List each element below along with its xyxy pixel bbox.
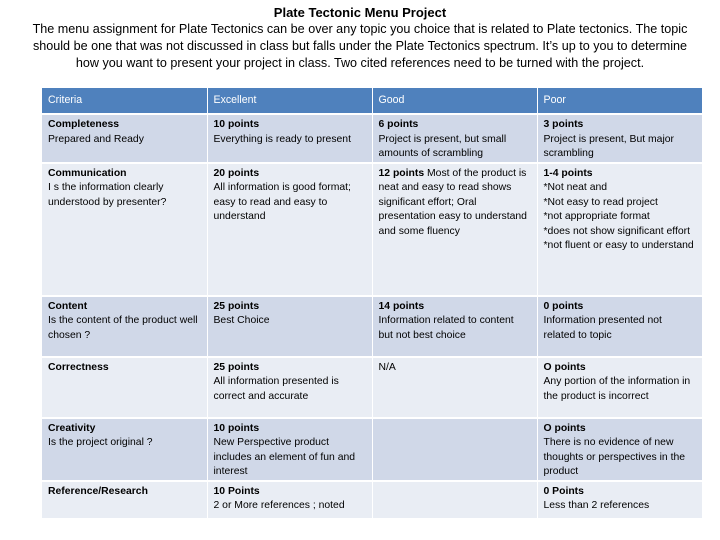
criteria-cell xyxy=(42,357,207,418)
good-cell xyxy=(372,114,537,163)
poor-cell xyxy=(537,163,702,296)
description: Information related to content but not best choice xyxy=(378,315,514,341)
header-good: Good xyxy=(372,88,537,114)
description: Project is present, but small amounts of scrambling xyxy=(378,133,507,159)
good-cell xyxy=(372,481,537,518)
description: New Perspective product includes an element of fun and interest xyxy=(213,437,356,477)
points: 1-4 points xyxy=(543,167,593,179)
points: 0 points xyxy=(543,300,584,312)
points: 10 points xyxy=(213,119,260,130)
description: 2 or More references ; noted xyxy=(213,500,345,511)
poor-cell xyxy=(537,114,702,163)
criteria-name: Communication xyxy=(48,167,127,179)
criteria-cell xyxy=(42,114,207,163)
points: 6 points xyxy=(378,119,419,130)
poor-cell xyxy=(537,418,702,481)
good-cell xyxy=(372,418,537,481)
poor-item: *not fluent or easy to understand xyxy=(543,240,694,251)
description: N/A xyxy=(378,361,396,373)
description: Less than 2 references xyxy=(543,500,650,511)
document-intro: The menu assignment for Plate Tectonics can be over any topic you choice that is related to Plate tectonics. The topic should be one that was not discussed in class but falls under the Plate Tectonics spectrum. It’s up to you to determine how you want to present your project in class. Two cited references need to be turned with the project. xyxy=(32,22,688,70)
good-cell xyxy=(372,296,537,357)
points: O points xyxy=(543,361,586,373)
good-cell xyxy=(372,357,537,418)
criteria-desc: Is the project original ? xyxy=(48,437,153,448)
points: 10 points xyxy=(213,422,260,434)
points: 25 points xyxy=(213,361,260,373)
poor-cell xyxy=(537,296,702,357)
points: 12 points xyxy=(378,167,425,179)
criteria-cell xyxy=(42,163,207,296)
poor-cell xyxy=(537,481,702,518)
description: All information presented is correct and accurate xyxy=(213,376,339,402)
excellent-cell xyxy=(207,296,372,357)
points: 25 points xyxy=(213,300,260,312)
criteria-name: Correctness xyxy=(48,361,109,373)
description: Everything is ready to present xyxy=(213,133,351,145)
poor-item: *Not neat and xyxy=(543,182,608,193)
document-header xyxy=(0,0,720,72)
description: Best Choice xyxy=(213,315,270,326)
description: Most of the product is neat and easy to read shows significant effort; Oral presentation easy to understand and some fluency xyxy=(378,167,527,237)
header-criteria: Criteria xyxy=(42,88,207,114)
poor-item: *Not easy to read project xyxy=(543,196,658,208)
header-poor: Poor xyxy=(537,88,702,114)
excellent-cell xyxy=(207,357,372,418)
description: All information is good format; easy to read and easy to understand xyxy=(213,182,351,222)
document-title: Plate Tectonic Menu Project xyxy=(273,5,447,20)
table-row xyxy=(42,357,702,418)
points: 0 Points xyxy=(543,485,584,497)
criteria-desc: Prepared and Ready xyxy=(48,133,144,145)
points: O points xyxy=(543,422,586,434)
excellent-cell xyxy=(207,163,372,296)
criteria-name: Completeness xyxy=(48,119,120,130)
excellent-cell xyxy=(207,114,372,163)
criteria-name: Reference/Research xyxy=(48,485,148,497)
criteria-name: Creativity xyxy=(48,422,96,434)
table-header-row xyxy=(42,88,702,114)
excellent-cell xyxy=(207,418,372,481)
table-row xyxy=(42,418,702,481)
rubric-table xyxy=(42,88,703,518)
criteria-name: Content xyxy=(48,300,88,312)
criteria-cell xyxy=(42,418,207,481)
good-cell xyxy=(372,163,537,296)
excellent-cell xyxy=(207,481,372,518)
points: 20 points xyxy=(213,167,260,179)
points: 3 points xyxy=(543,119,584,130)
table-row xyxy=(42,296,702,357)
criteria-cell xyxy=(42,481,207,518)
criteria-cell xyxy=(42,296,207,357)
poor-item: *not appropriate format xyxy=(543,211,650,222)
points: 10 Points xyxy=(213,485,260,497)
description: Project is present, But major scrambling xyxy=(543,133,675,159)
poor-item: *does not show significant effort xyxy=(543,225,691,237)
header-excellent: Excellent xyxy=(207,88,372,114)
description: There is no evidence of new thoughts or perspectives in the product xyxy=(543,437,686,477)
table-row xyxy=(42,114,702,163)
points: 14 points xyxy=(378,300,425,312)
description: Information presented not related to topic xyxy=(543,315,662,341)
table-row xyxy=(42,481,702,518)
poor-cell xyxy=(537,357,702,418)
description: Any portion of the information in the product is incorrect xyxy=(543,376,691,402)
criteria-desc: Is the content of the product well chosen ? xyxy=(48,315,198,341)
table-row xyxy=(42,163,702,296)
criteria-desc: I s the information clearly understood by presenter? xyxy=(48,182,167,208)
